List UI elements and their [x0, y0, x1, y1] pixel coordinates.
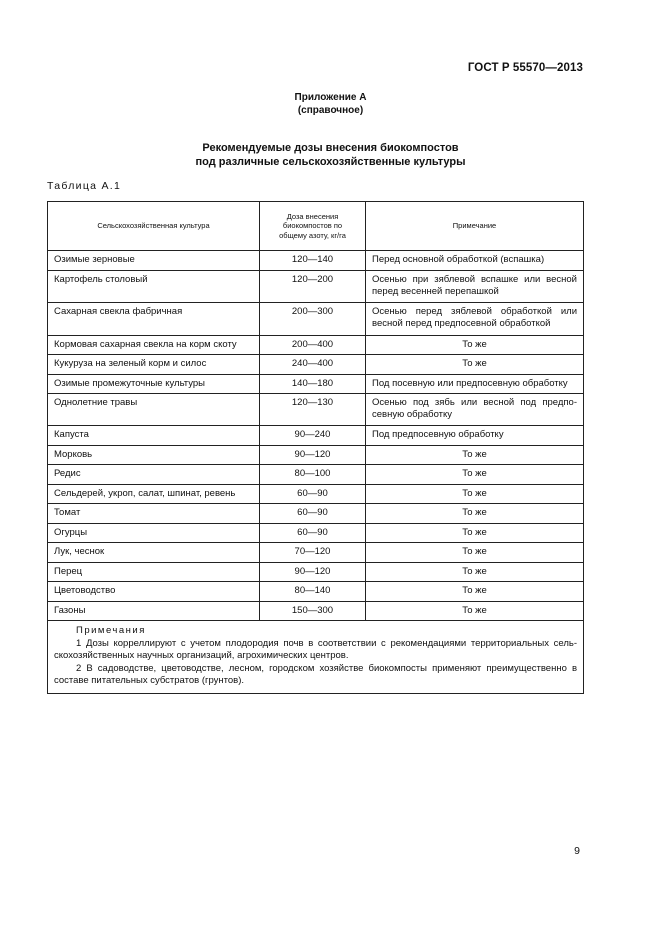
- cell-note: То же: [366, 543, 584, 563]
- annex-heading: [0, 91, 661, 117]
- cell-note: Осенью при зяблевой вспашке или весной перед весенней перепашкой: [366, 270, 584, 302]
- table-row: [48, 355, 584, 375]
- cell-crop: Капуста: [48, 426, 260, 446]
- cell-dose: 80—140: [260, 582, 366, 602]
- cell-crop: Морковь: [48, 445, 260, 465]
- cell-dose: 90—120: [260, 562, 366, 582]
- note-item: 2 В садоводстве, цветоводстве, лесном, городском хозяйстве биокомпосты применяют преимущественно в составе питательных субстратов (грунтов).: [54, 662, 577, 686]
- cell-dose: 90—240: [260, 426, 366, 446]
- cell-note: Осенью под зябь или весной под предпо-севную обработку: [366, 394, 584, 426]
- cell-dose: 200—400: [260, 335, 366, 355]
- cell-note: То же: [366, 445, 584, 465]
- cell-crop: Озимые промежуточные культуры: [48, 374, 260, 394]
- cell-dose: 60—90: [260, 523, 366, 543]
- annex-title: Приложение А: [294, 92, 367, 103]
- table-label: Таблица А.1: [47, 180, 122, 192]
- table-body: [48, 251, 584, 694]
- cell-dose: 240—400: [260, 355, 366, 375]
- table-row: [48, 270, 584, 302]
- cell-note: То же: [366, 335, 584, 355]
- cell-dose: 200—300: [260, 302, 366, 335]
- table-row: [48, 523, 584, 543]
- cell-crop: Огурцы: [48, 523, 260, 543]
- cell-dose: 150—300: [260, 601, 366, 621]
- cell-crop: Перец: [48, 562, 260, 582]
- table-row: [48, 251, 584, 271]
- table-row: [48, 394, 584, 426]
- notes-row: [48, 621, 584, 694]
- cell-dose: 60—90: [260, 504, 366, 524]
- cell-note: То же: [366, 484, 584, 504]
- cell-note: То же: [366, 523, 584, 543]
- page-number: 9: [574, 845, 580, 857]
- table-row: [48, 562, 584, 582]
- table-row: [48, 543, 584, 563]
- cell-note: То же: [366, 582, 584, 602]
- table-row: [48, 426, 584, 446]
- cell-crop: Лук, чеснок: [48, 543, 260, 563]
- cell-note: То же: [366, 562, 584, 582]
- cell-dose: 120—200: [260, 270, 366, 302]
- cell-note: То же: [366, 355, 584, 375]
- notes-title: Примечания: [76, 625, 146, 636]
- annex-subtitle: (справочное): [297, 105, 364, 116]
- heading-line-1: Рекомендуемые дозы внесения биокомпостов: [202, 142, 459, 154]
- cell-crop: Кормовая сахарная свекла на корм скоту: [48, 335, 260, 355]
- cell-dose: 90—120: [260, 445, 366, 465]
- table-notes: [48, 621, 584, 694]
- table-row: [48, 582, 584, 602]
- cell-crop: Томат: [48, 504, 260, 524]
- header-dose: Доза внесения биокомпостов по общему азоту, кг/га: [260, 202, 366, 251]
- header-note: Примечание: [366, 202, 584, 251]
- section-heading: [0, 142, 661, 169]
- header-crop: Сельскохозяйственная культура: [48, 202, 260, 251]
- cell-crop: Газоны: [48, 601, 260, 621]
- table-row: [48, 302, 584, 335]
- cell-dose: 140—180: [260, 374, 366, 394]
- document-id: ГОСТ Р 55570—2013: [467, 62, 583, 74]
- cell-note: Осенью перед зяблевой обработкой или весной перед предпосевной обработкой: [366, 302, 584, 335]
- cell-crop: Редис: [48, 465, 260, 485]
- cell-dose: 60—90: [260, 484, 366, 504]
- cell-dose: 80—100: [260, 465, 366, 485]
- cell-note: Перед основной обработкой (вспашка): [366, 251, 584, 271]
- cell-crop: Озимые зерновые: [48, 251, 260, 271]
- table-row: [48, 335, 584, 355]
- cell-note: То же: [366, 504, 584, 524]
- cell-crop: Кукуруза на зеленый корм и силос: [48, 355, 260, 375]
- cell-dose: 120—130: [260, 394, 366, 426]
- cell-crop: Картофель столовый: [48, 270, 260, 302]
- table-row: [48, 374, 584, 394]
- note-item: 1 Дозы корреллируют с учетом плодородия почв в соответствии с рекомендациями территориальных сель-скохозяйственных научных организаций, агрохимических центров.: [54, 637, 577, 661]
- dosage-table: [47, 201, 584, 694]
- cell-crop: Однолетние травы: [48, 394, 260, 426]
- dosage-table-wrapper: [47, 201, 583, 694]
- cell-note: То же: [366, 601, 584, 621]
- cell-note: Под предпосевную обработку: [366, 426, 584, 446]
- cell-note: То же: [366, 465, 584, 485]
- cell-dose: 70—120: [260, 543, 366, 563]
- table-row: [48, 465, 584, 485]
- table-row: [48, 504, 584, 524]
- cell-crop: Сельдерей, укроп, салат, шпинат, ревень: [48, 484, 260, 504]
- table-header-row: [48, 202, 584, 251]
- cell-note: Под посевную или предпосевную обработку: [366, 374, 584, 394]
- table-row: [48, 484, 584, 504]
- heading-line-2: под различные сельскохозяйственные культуры: [195, 155, 466, 168]
- cell-crop: Сахарная свекла фабричная: [48, 302, 260, 335]
- table-row: [48, 601, 584, 621]
- table-row: [48, 445, 584, 465]
- cell-dose: 120—140: [260, 251, 366, 271]
- cell-crop: Цветоводство: [48, 582, 260, 602]
